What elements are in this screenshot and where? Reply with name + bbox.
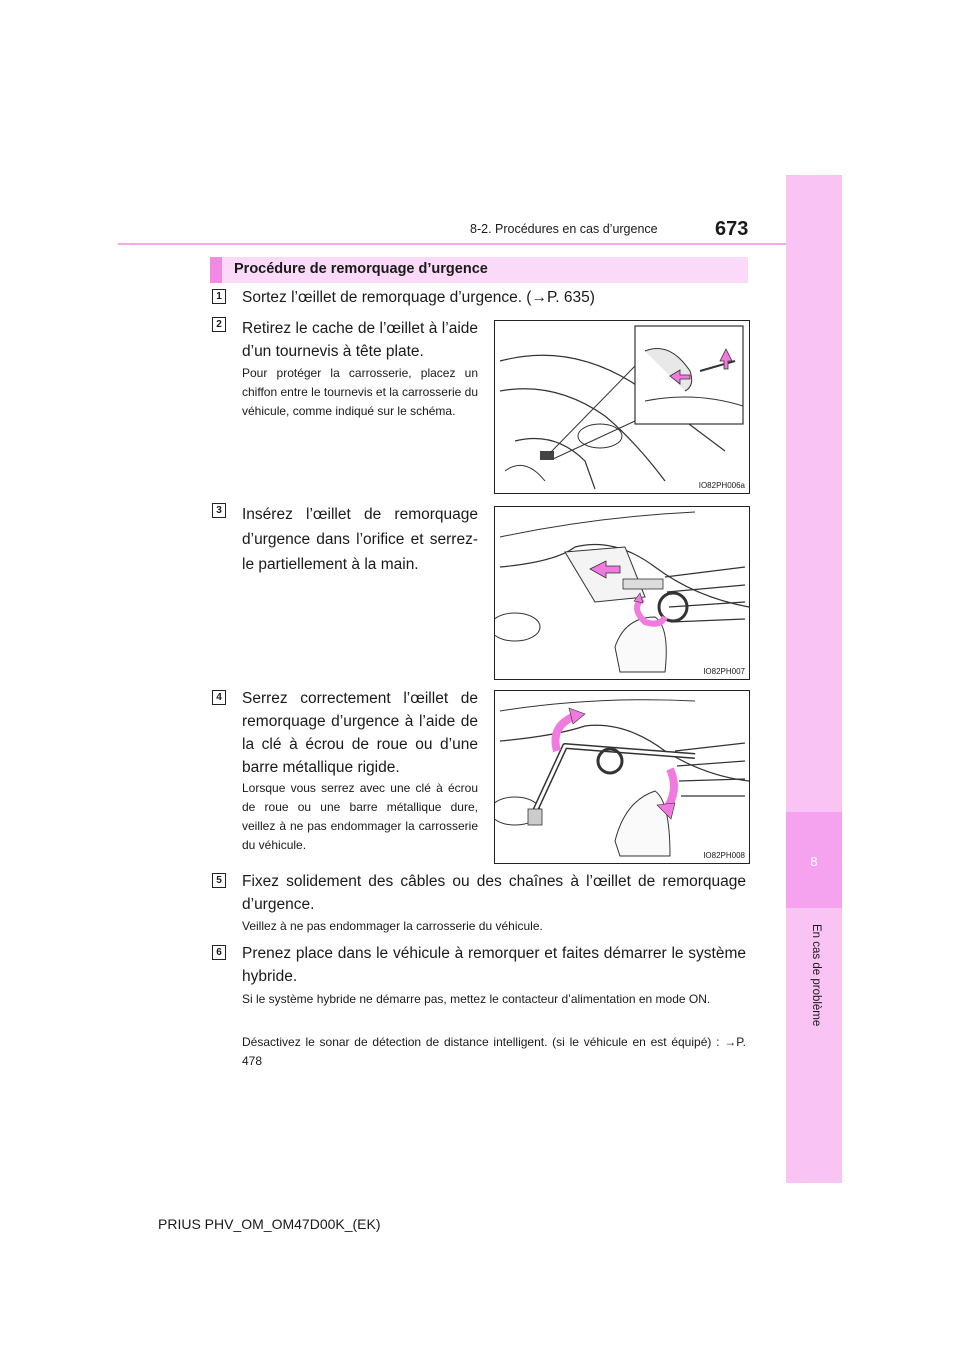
section-title-bar — [210, 257, 748, 283]
step-number-4: 4 — [212, 690, 226, 705]
chapter-title: En cas de problème — [810, 924, 822, 1027]
section-title: Procédure de remorquage d’urgence — [234, 261, 488, 277]
chapter-number: 8 — [810, 854, 818, 869]
step-2-text: Retirez le cache de l’œillet à l’aide d’un tournevis à tête plate. — [242, 320, 478, 360]
step-6-text: Prenez place dans le véhicule à remorquer et faites démarrer le système hybride. — [242, 945, 746, 985]
step-number-3: 3 — [212, 503, 226, 518]
figure-code: IO82PH008 — [703, 851, 745, 860]
figure-tighten-eyelet — [494, 690, 750, 864]
step-4-note: Lorsque vous serrez avec une clé à écrou de roue ou une barre métallique dure, veillez à ne pas endommager la carrosserie du véhicule. — [242, 781, 478, 852]
footer-doc-code: PRIUS PHV_OM_OM47D00K_(EK) — [158, 1216, 381, 1232]
header-section-title: 8-2. Procédures en cas d’urgence — [470, 222, 658, 236]
header-rule — [118, 243, 842, 245]
step-2-note: Pour protéger la carrosserie, placez un chiffon entre le tournevis et la carrosserie du véhicule, comme indiqué sur le schéma. — [242, 366, 478, 418]
step-5-text: Fixez solidement des câbles ou des chaînes à l’œillet de remorquage d’urgence. — [242, 873, 746, 913]
figure-code: IO82PH007 — [703, 667, 745, 676]
step-number-5: 5 — [212, 873, 226, 888]
figure-code: IO82PH006a — [698, 481, 745, 490]
page-number: 673 — [715, 218, 749, 240]
step-4-text: Serrez correctement l’œillet de remorquage d’urgence à l’aide de la clé à écrou de roue ou d’une barre métallique rigide. — [242, 690, 478, 776]
step-number-1: 1 — [212, 289, 226, 304]
step-number-6: 6 — [212, 945, 226, 960]
step-3-text: Insérez l’œillet de remorquage d’urgence dans l’orifice et serrez-le partiellement à la main. — [242, 506, 478, 573]
step-number-2: 2 — [212, 317, 226, 332]
figure-insert-eyelet — [494, 506, 750, 680]
figure-remove-cover-drawing — [495, 321, 749, 493]
figure-remove-cover — [494, 320, 750, 494]
step-6-note: Si le système hybride ne démarre pas, mettez le contacteur d’alimentation en mode ON. — [242, 992, 711, 1006]
figure-insert-eyelet-drawing — [495, 507, 749, 679]
step-6-note-2: Désactivez le sonar de détection de distance intelligent. (si le véhicule en est équipé) : →P. 478 — [242, 1035, 746, 1068]
figure-tighten-eyelet-drawing — [495, 691, 749, 863]
step-1-text: Sortez l’œillet de remorquage d’urgence. (→P. 635) — [242, 289, 595, 306]
step-5-note: Veillez à ne pas endommager la carrosserie du véhicule. — [242, 919, 543, 933]
